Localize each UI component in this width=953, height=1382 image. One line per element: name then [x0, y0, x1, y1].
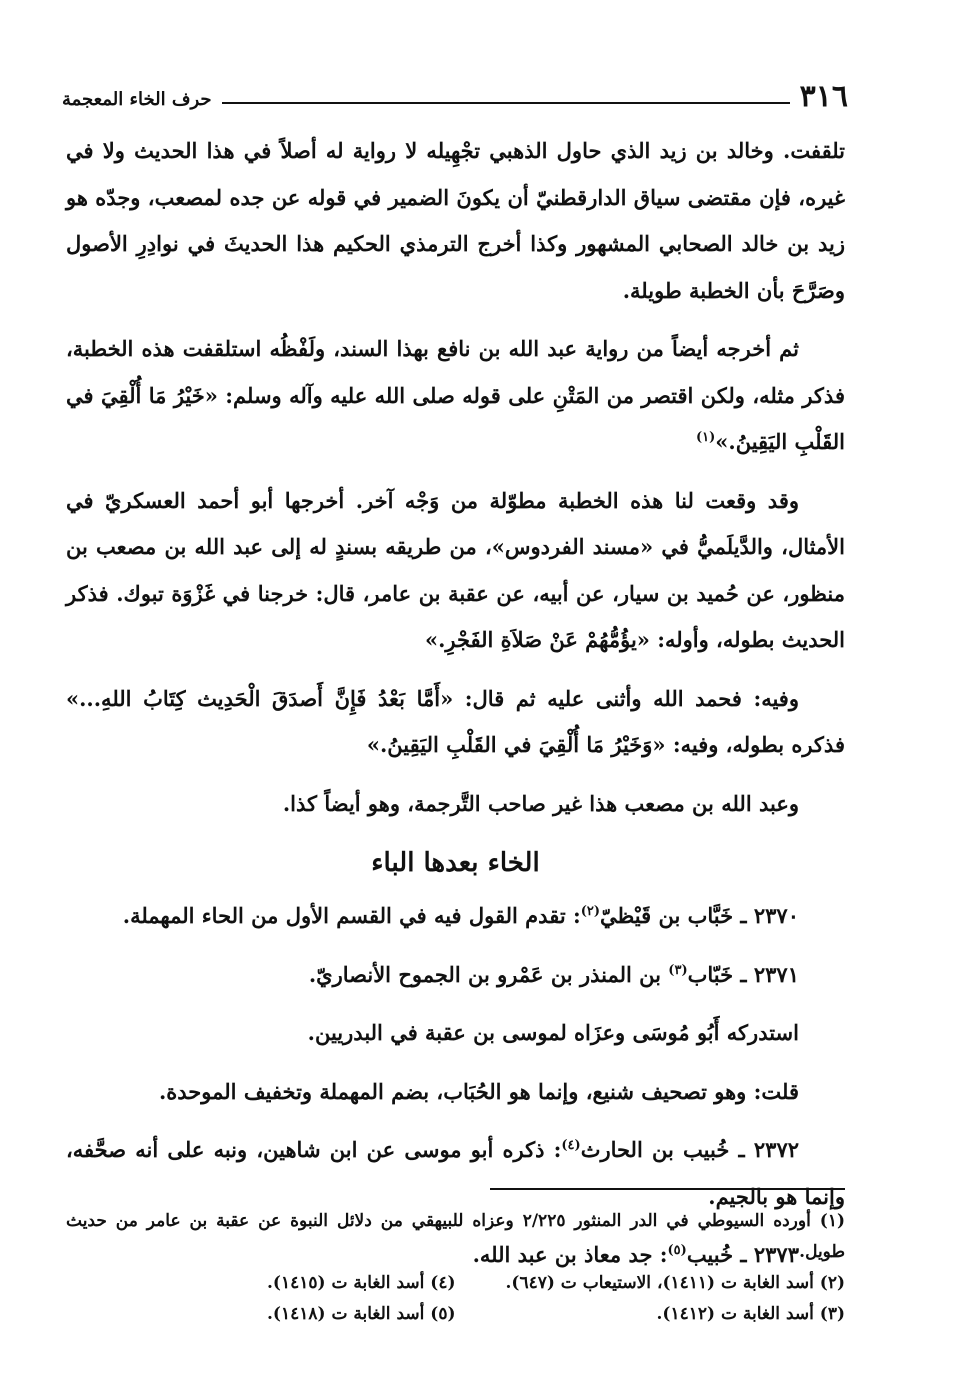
footnote-5: (٥) أسد الغابة ت (١٤١٨). — [267, 1304, 456, 1324]
footnote-marker: (١) — [696, 430, 716, 445]
entry-number: ٢٣٧٣ ـ — [740, 1242, 799, 1267]
footnote-row — [66, 1299, 845, 1330]
footnote-marker: (٤) — [561, 1138, 581, 1153]
entry-name: خُبيب بن الحارث — [580, 1137, 730, 1162]
entry-name: خَبّاب — [687, 961, 734, 987]
entry-number: ٢٣٧٢ ـ — [738, 1137, 800, 1162]
entry-note: استدركه أَبُو مُوسَى وعزَاه لموسى بن عقبة في البدريين. — [307, 1020, 799, 1045]
entry-name: خَبَّاب بن قَيْظيّ — [600, 903, 734, 928]
entry: ٢٣٧٠ ـ خَبَّاب بن قَيْظيّ$^{(٢)}$: تقدم القول فيه في القسم الأول من الحاء المهملة. — [122, 903, 799, 928]
footnote-3: (٣) أسد الغابة ت (١٤١٢). — [656, 1304, 845, 1324]
entry-note: قلت: وهو تصحيف شنيع، وإنما هو الحُبَاب، بضم المهملة وتخفيف الموحدة. — [158, 1078, 799, 1104]
footnote-4: (٤) أسد الغابة ت (١٤١٥). — [267, 1273, 456, 1293]
footnote-2: (٢) أسد الغابة ت (١٤١١)، الاستيعاب ت (٦٤٧). — [505, 1273, 845, 1293]
paragraph: وفيه: فحمد الله وأثنى عليه ثم قال: «أَمَّا بَعْدُ فَإِنَّ أَصدَقَ الْحَدِيث كِتَابُ اللهِ...» فذكره بطوله، وفيه: «وَخَيْرُ مَا أُلْقِيَ في القَلْبِ اليَقِينُ.» — [66, 685, 845, 757]
footnotes — [66, 1206, 845, 1330]
header-rule — [222, 102, 790, 104]
page-number: ٣١٦ — [799, 79, 848, 114]
entry-number: ٢٣٧١ ـ — [740, 961, 799, 987]
footnote-1: (١) أورده السيوطي في الدر المنثور ٢/٢٢٥ وعزاه للبيهقي من دلائل النبوة عن عقبة بن عامر من حديث طويل. — [66, 1211, 845, 1262]
page-header — [62, 72, 848, 112]
entry-number: ٢٣٧٠ ـ — [740, 903, 799, 928]
paragraph: تلقفت. وخالد بن زيد الذي حاول الذهبي تجْهِيله لا رواية له أصلاً في هذا الحديث ولا في غيره، فإن مقتضى سياق الدارقطنيّ أن يكونَ الضمير في قوله عن جده لمصعب، وجدّه هو زيد بن خالد الصحابي المشهور وكذا أخرج الترمذي الحكيم هذا الحديثَ في نوادِرِ الأصول وصَرَّحَ بأن الخطبة طويلة. — [66, 138, 845, 303]
footnote-marker: (٣) — [668, 962, 688, 978]
entry: ٢٣٧٣ ـ خُبيب$^{(٥)}$: جد معاذ بن عبد الله. — [472, 1242, 799, 1267]
paragraph: وقد وقعت لنا هذه الخطبة مطوّلة من وَجْه آخر. أخرجها أبو أحمد العسكريّ في الأمثال، والدَّيلَميُّ في «مسند الفردوس»، من طريقه بسندٍ له إلى عبد الله بن مصعب بن منظور، عن حُميد بن سيار، عن أبيه، عن عقبة بن عامر، قال: خرجنا في غَزْوَة تبوك. فذكر الحديث بطوله، وأوله: «يؤُمُّهُمْ عَنْ صَلاَةِ الفَجْرِ.» — [66, 487, 845, 652]
entry: ٢٣٧١ ـ خَبّاب$^{(٣)}$ بن المنذر بن عَمْرو بن الجموح الأنصاريّ. — [308, 961, 799, 987]
main-text — [66, 128, 845, 1291]
paragraph: وعبد الله بن مصعب هذا غير صاحب التَّرجمة، وهو أيضاً كذا. — [282, 790, 799, 816]
entry: ٢٣٧٢ ـ خُبيب بن الحارث$^{(٤)}$: ذكره أبو موسى عن ابن شاهين، ونبه على أنه صحَّفه، وإنما هو بالجيم. — [66, 1137, 845, 1209]
footnote-row — [66, 1268, 845, 1299]
footnote-marker: (٢) — [580, 904, 601, 919]
footnote-separator — [490, 1188, 845, 1190]
footnote-marker: (٥) — [667, 1243, 687, 1258]
running-title: حرف الخاء المعجمة — [62, 89, 212, 110]
entry-name: خُبيب — [686, 1242, 734, 1267]
section-heading: الخاء بعدها الباء — [371, 848, 540, 878]
paragraph: ثم أخرجه أيضاً من رواية عبد الله بن نافع بهذا السند، ولَفْظُه استلقفت هذه الخطبة، فذكر مثله، ولكن اقتصر من المَتْنِ على قوله صلى الله عليه وآله وسلم: «خَيْرُ مَا أُلْقِيَ في القَلْبِ اليَقِينُ.»$^{(١)}$ — [66, 336, 845, 454]
